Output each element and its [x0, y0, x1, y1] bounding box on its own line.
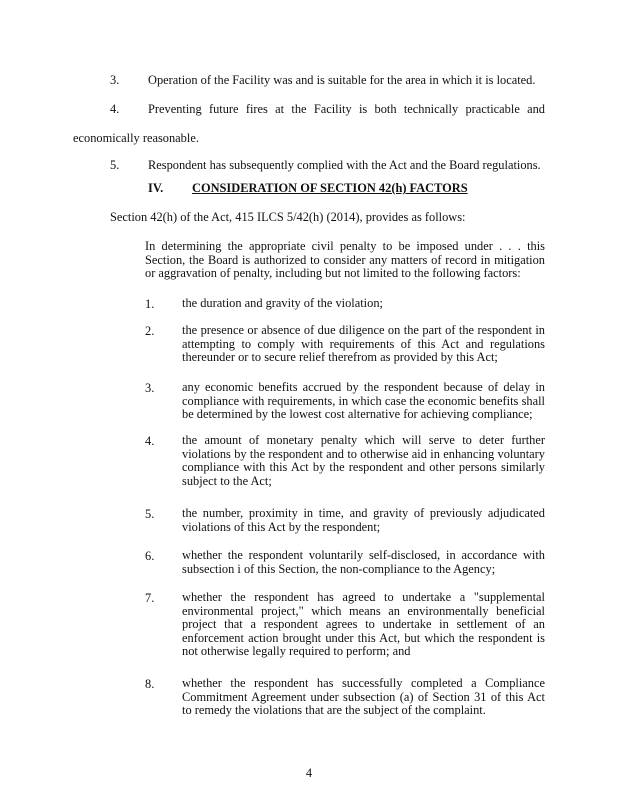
finding-4-text-line1: Preventing future fires at the Facility is both technically practicable and: [148, 102, 545, 116]
factor-3-number: 3.: [145, 381, 155, 395]
section-heading: [148, 181, 468, 196]
factor-3-text: any economic benefits accrued by the respondent because of delay in compliance with requirements, in which case the economic benefits shall be determined by the lowest cost alternative for achieving compliance;: [182, 380, 545, 422]
factor-2-number: 2.: [145, 324, 155, 338]
factor-1-text: the duration and gravity of the violation;: [182, 296, 383, 310]
factor-6-text: whether the respondent voluntarily self-disclosed, in accordance with subsection i of this Section, the non-compliance to the Agency;: [182, 548, 545, 576]
factor-5-number: 5.: [145, 507, 155, 521]
factor-7-text: whether the respondent has agreed to undertake a "supplemental environmental project," which means an environmentally beneficial project that a respondent agrees to undertake in settlement of an enforcement action brought under this Act, but which the respondent is not otherwise legally required to perform; and: [182, 590, 545, 659]
factor-8-number: 8.: [145, 677, 155, 691]
finding-3-text: Operation of the Facility was and is suitable for the area in which it is located.: [148, 73, 536, 87]
quoted-block: In determining the appropriate civil penalty to be imposed under . . . this Section, the Board is authorized to consider any matters of record in mitigation or aggravation of penalty, including but not limited to the following factors:: [145, 239, 545, 281]
factor-8-text: whether the respondent has successfully completed a Compliance Commitment Agreement under subsection (a) of Section 31 of this Act to remedy the violations that are the subject of the complaint.: [182, 676, 545, 718]
factor-1-number: 1.: [145, 297, 155, 311]
finding-4-text-line2: economically reasonable.: [73, 131, 199, 145]
factor-4-number: 4.: [145, 434, 155, 448]
factor-5-text: the number, proximity in time, and gravity of previously adjudicated violations of this Act by the respondent;: [182, 506, 545, 534]
factor-4-text: the amount of monetary penalty which will serve to deter further violations by the respondent and to otherwise aid in enhancing voluntary compliance with this Act by the respondent and other persons similarly subject to the Act;: [182, 433, 545, 488]
factor-6-number: 6.: [145, 549, 155, 563]
finding-3-number: 3.: [110, 73, 120, 87]
section-title: CONSIDERATION OF SECTION 42(h) FACTORS: [192, 181, 468, 195]
factor-2-text: the presence or absence of due diligence on the part of the respondent in attempting to comply with requirements of this Act and regulations thereunder or to secure relief therefrom as provided by this Act;: [182, 323, 545, 365]
intro-text: Section 42(h) of the Act, 415 ILCS 5/42(h) (2014), provides as follows:: [110, 210, 466, 224]
factor-7-number: 7.: [145, 591, 155, 605]
finding-5-text: Respondent has subsequently complied with the Act and the Board regulations.: [148, 158, 541, 172]
finding-4-number: 4.: [110, 102, 120, 116]
section-roman-numeral: IV.: [148, 181, 164, 195]
page-number: 4: [305, 766, 313, 780]
finding-5-number: 5.: [110, 158, 120, 172]
